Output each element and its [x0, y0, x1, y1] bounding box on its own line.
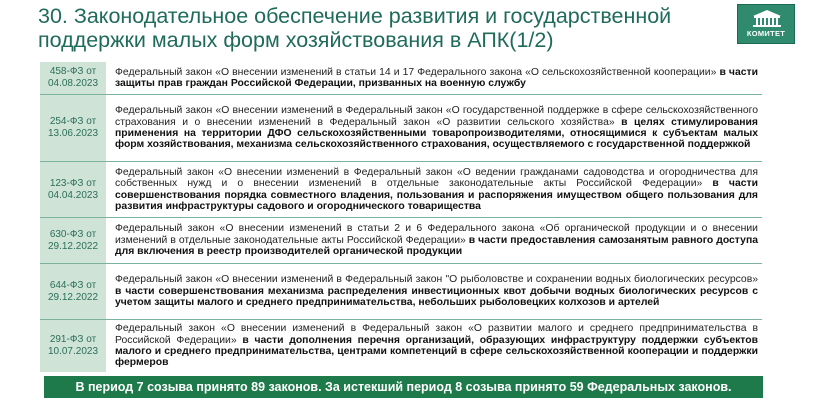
law-number-cell: 644-ФЗ от 29.12.2022 [40, 264, 106, 319]
parliament-building-icon [750, 9, 784, 27]
law-description-emphasis: в части предоставления самозанятым равного доступа для включения в реестр производителей органической продукции [115, 234, 758, 258]
table-row [40, 95, 762, 162]
law-description [106, 264, 762, 319]
law-description-emphasis: в части совершенствования порядка совместного владения, пользования и распоряжения имуществом общего пользования для развития инфраструктуры садового и огороднического товарищества [115, 178, 758, 212]
law-description-emphasis: в части защиты прав граждан Российской Федерации, призванных на военную службу [115, 66, 759, 89]
law-description-emphasis: в целях стимулирования применения на территории ДФО сельскохозяйственными товаропроизводителями, относящимися к субъектам малых форм хозяйствования, механизма сельскохозяйственного страхования, осуществляемого с государственной поддержкой [115, 116, 758, 151]
law-description-text: Федеральный закон «О внесении изменений в Федеральный закон «О ведении гражданами садоводства и огородничества для собственных нужд и о внесении изменений в отдельные законодательные акты Российской Федерации» [115, 166, 758, 190]
law-description-emphasis: в части совершенствования механизма распределения инвестиционных квот добычи водных биологических ресурсов с учетом защиты малого и среднего предпринимательства, небольших рыболовецких колхозов и артелей [115, 285, 758, 309]
law-description [106, 162, 762, 217]
page-title: 30. Законодательное обеспечение развития и государственной поддержки малых форм хозяйствования в АПК(1/2) [38, 4, 672, 52]
summary-banner: В период 7 созыва принято 89 законов. За истекший период 8 созыва принято 59 Федеральных законов. [44, 376, 763, 398]
law-description-text: Федеральный закон «О внесении изменений в Федеральный закон «О развитии малого и среднего предпринимательства в Российской Федерации» [115, 323, 758, 346]
law-description-emphasis: в части дополнения перечня организаций, образующих инфраструктуру поддержки субъектов малого и среднего предпринимательства, центрами компетенций в сфере сельскохозяйственной кооперации и поддержки фермеров [115, 334, 758, 369]
law-description-text: Федеральный закон «О внесении изменений в Федеральный закон "О рыболовстве и сохранении водных биологических ресурсов» [115, 274, 758, 286]
committee-logo [737, 4, 795, 44]
table-row [40, 162, 762, 218]
law-description [106, 320, 762, 372]
table-row [40, 320, 762, 372]
law-number-cell: 123-ФЗ от 04.04.2023 [40, 162, 106, 217]
law-number-cell: 291-ФЗ от 10.07.2023 [40, 320, 106, 372]
table-row [40, 264, 762, 320]
table-row [40, 218, 762, 264]
logo-text: КОМИТЕТ [746, 29, 786, 38]
law-description-text: Федеральный закон «О внесении изменений в статьи 2 и 6 Федерального закона «Об органической продукции и о внесении изменений в отдельные законодательные акты Российской Федерации» [115, 223, 758, 246]
table-row [40, 62, 762, 95]
laws-table [40, 62, 762, 372]
law-description [106, 62, 762, 94]
law-number-cell: 630-ФЗ от 29.12.2022 [40, 218, 106, 263]
law-description [106, 218, 762, 263]
law-number-cell: 458-ФЗ от 04.08.2023 [40, 62, 106, 94]
law-description-text: Федеральный закон «О внесении изменений в Федеральный закон «О государственной поддержке в сфере сельскохозяйственного страхования и о внесении изменений в Федеральный закон «О развитии сельского хозяйства» [115, 105, 758, 128]
law-description [106, 95, 762, 161]
law-description-text: Федеральный закон «О внесении изменений в статьи 14 и 17 Федерального закона «О сельскохозяйственной кооперации» [115, 66, 720, 78]
law-number-cell: 254-ФЗ от 13.06.2023 [40, 95, 106, 161]
